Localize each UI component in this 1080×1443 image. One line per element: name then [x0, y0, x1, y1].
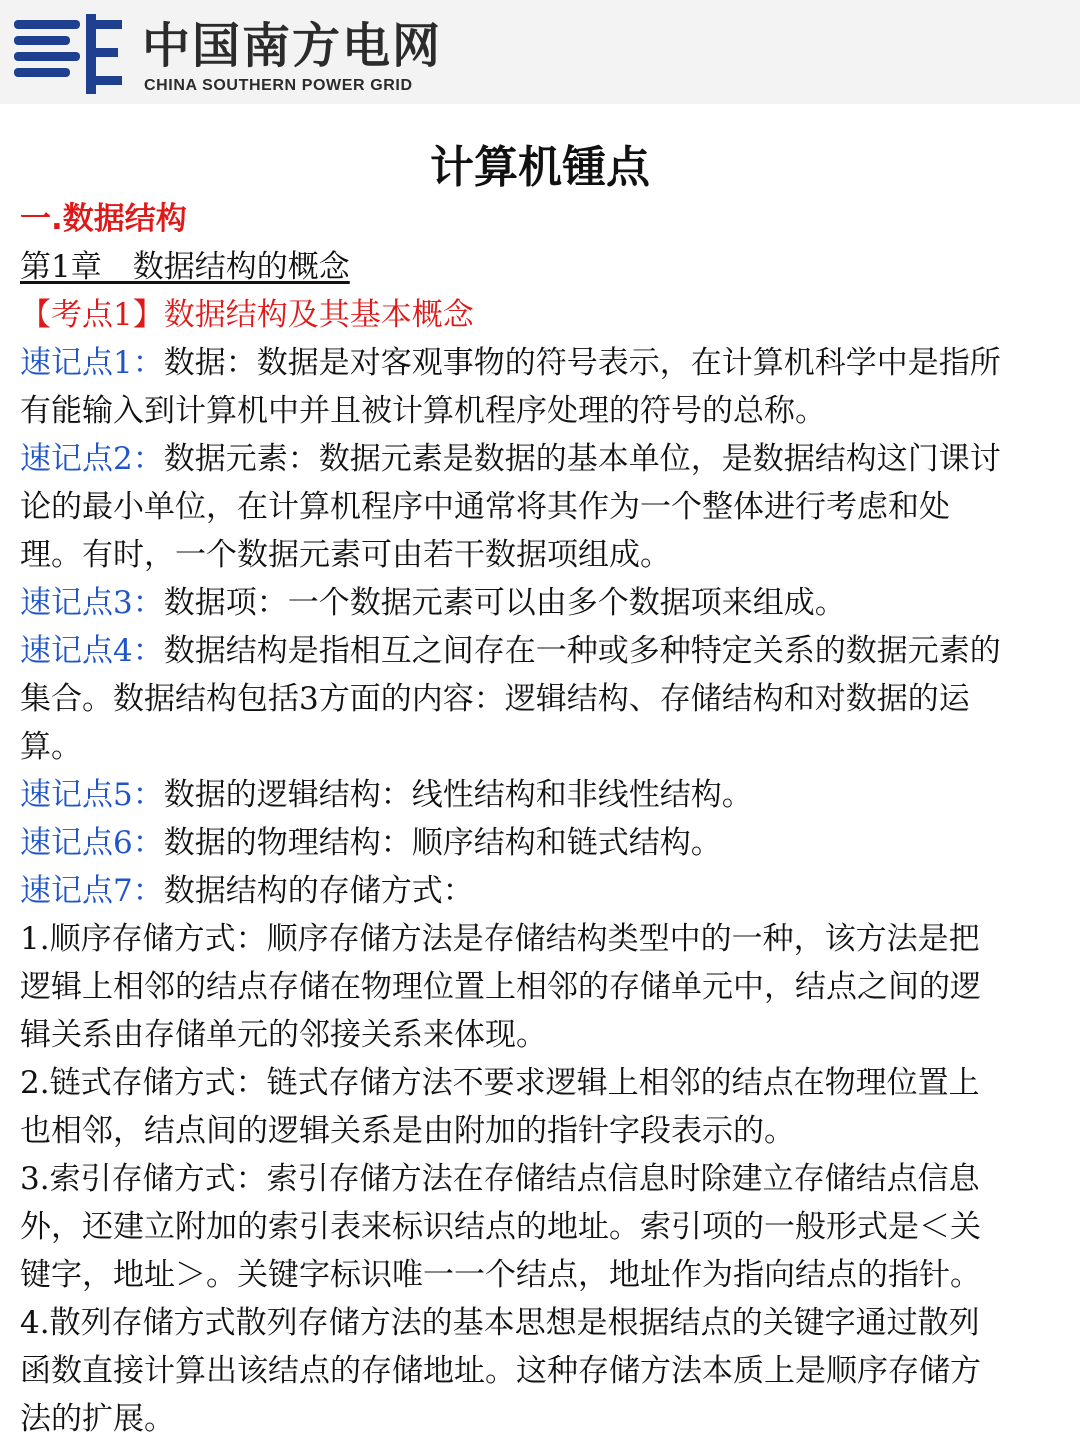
- memo-point-text: 数据项：一个数据元素可以由多个数据项来组成。: [163, 585, 846, 621]
- storage-item-text: 逻辑上相邻的结点存储在物理位置上相邻的存储单元中，结点之间的逻: [20, 969, 981, 1005]
- memo-point-text: 集合。数据结构包括3方面的内容：逻辑结构、存储结构和对数据的运: [20, 681, 970, 717]
- storage-item-4: [20, 1299, 1064, 1443]
- memo-point-label: 速记点2：: [20, 441, 164, 477]
- document-body: [20, 195, 1064, 1443]
- memo-point-text: 理。有时，一个数据元素可由若干数据项组成。: [20, 537, 671, 573]
- memo-point-label: 速记点3：: [20, 585, 164, 621]
- page-title: 计算机锺点: [430, 142, 650, 193]
- memo-point-text: 数据的物理结构：顺序结构和链式结构。: [163, 825, 722, 861]
- memo-point-6: [20, 819, 1064, 867]
- memo-point-text: 数据元素：数据元素是数据的基本单位，是数据结构这门课讨: [163, 441, 1001, 477]
- memo-point-text: 论的最小单位，在计算机程序中通常将其作为一个整体进行考虑和处: [20, 489, 950, 525]
- memo-point-text: 算。: [20, 729, 82, 765]
- storage-item-text: 辑关系由存储单元的邻接关系来体现。: [20, 1017, 547, 1053]
- memo-point-text: 数据的逻辑结构：线性结构和非线性结构。: [163, 777, 753, 813]
- storage-item-text: 外，还建立附加的索引表来标识结点的地址。索引项的一般形式是＜关: [20, 1209, 981, 1245]
- memo-point-1: [20, 339, 1064, 435]
- storage-item-text: 函数直接计算出该结点的存储地址。这种存储方法本质上是顺序存储方: [20, 1353, 981, 1389]
- memo-point-2: [20, 435, 1064, 579]
- memo-point-5: [20, 771, 1064, 819]
- memo-point-text: 数据结构是指相互之间存在一种或多种特定关系的数据元素的: [163, 633, 1001, 669]
- storage-item-text: 键字，地址＞。关键字标识唯一一个结点，地址作为指向结点的指针。: [20, 1257, 981, 1293]
- storage-item-text: 2.链式存储方式：链式存储方法不要求逻辑上相邻的结点在物理位置上: [20, 1065, 980, 1101]
- exam-point-heading: 【考点1】数据结构及其基本概念: [20, 297, 474, 333]
- memo-point-3: [20, 579, 1064, 627]
- memo-point-text: 数据结构的存储方式：: [163, 873, 474, 909]
- memo-point-4: [20, 627, 1064, 771]
- memo-point-label: 速记点6：: [20, 825, 164, 861]
- power-grid-logo-icon: [14, 12, 126, 96]
- storage-item-2: [20, 1059, 1064, 1155]
- memo-point-label: 速记点4：: [20, 633, 164, 669]
- storage-item-3: [20, 1155, 1064, 1299]
- brand-name-en: CHINA SOUTHERN POWER GRID: [144, 77, 413, 94]
- memo-point-label: 速记点7：: [20, 873, 164, 909]
- storage-item-text: 也相邻，结点间的逻辑关系是由附加的指针字段表示的。: [20, 1113, 795, 1149]
- brand-name-cn: 中国南方电网: [142, 18, 443, 74]
- memo-point-label: 速记点1：: [20, 345, 164, 381]
- memo-point-label: 速记点5：: [20, 777, 164, 813]
- storage-item-text: 1.顺序存储方式：顺序存储方法是存储结构类型中的一种，该方法是把: [20, 921, 980, 957]
- header-banner: [0, 0, 1080, 104]
- chapter-heading: 第1章 数据结构的概念: [20, 249, 350, 285]
- memo-point-text: 有能输入到计算机中并且被计算机程序处理的符号的总称。: [20, 393, 826, 429]
- section-heading: 一.数据结构: [20, 201, 187, 237]
- storage-item-text: 4.散列存储方式散列存储方法的基本思想是根据结点的关键字通过散列: [20, 1305, 980, 1341]
- memo-point-text: 数据：数据是对客观事物的符号表示，在计算机科学中是指所: [163, 345, 1001, 381]
- storage-item-1: [20, 915, 1064, 1059]
- memo-point-7: [20, 867, 1064, 915]
- storage-item-text: 3.索引存储方式：索引存储方法在存储结点信息时除建立存储结点信息: [20, 1161, 980, 1197]
- storage-item-text: 法的扩展。: [20, 1401, 175, 1437]
